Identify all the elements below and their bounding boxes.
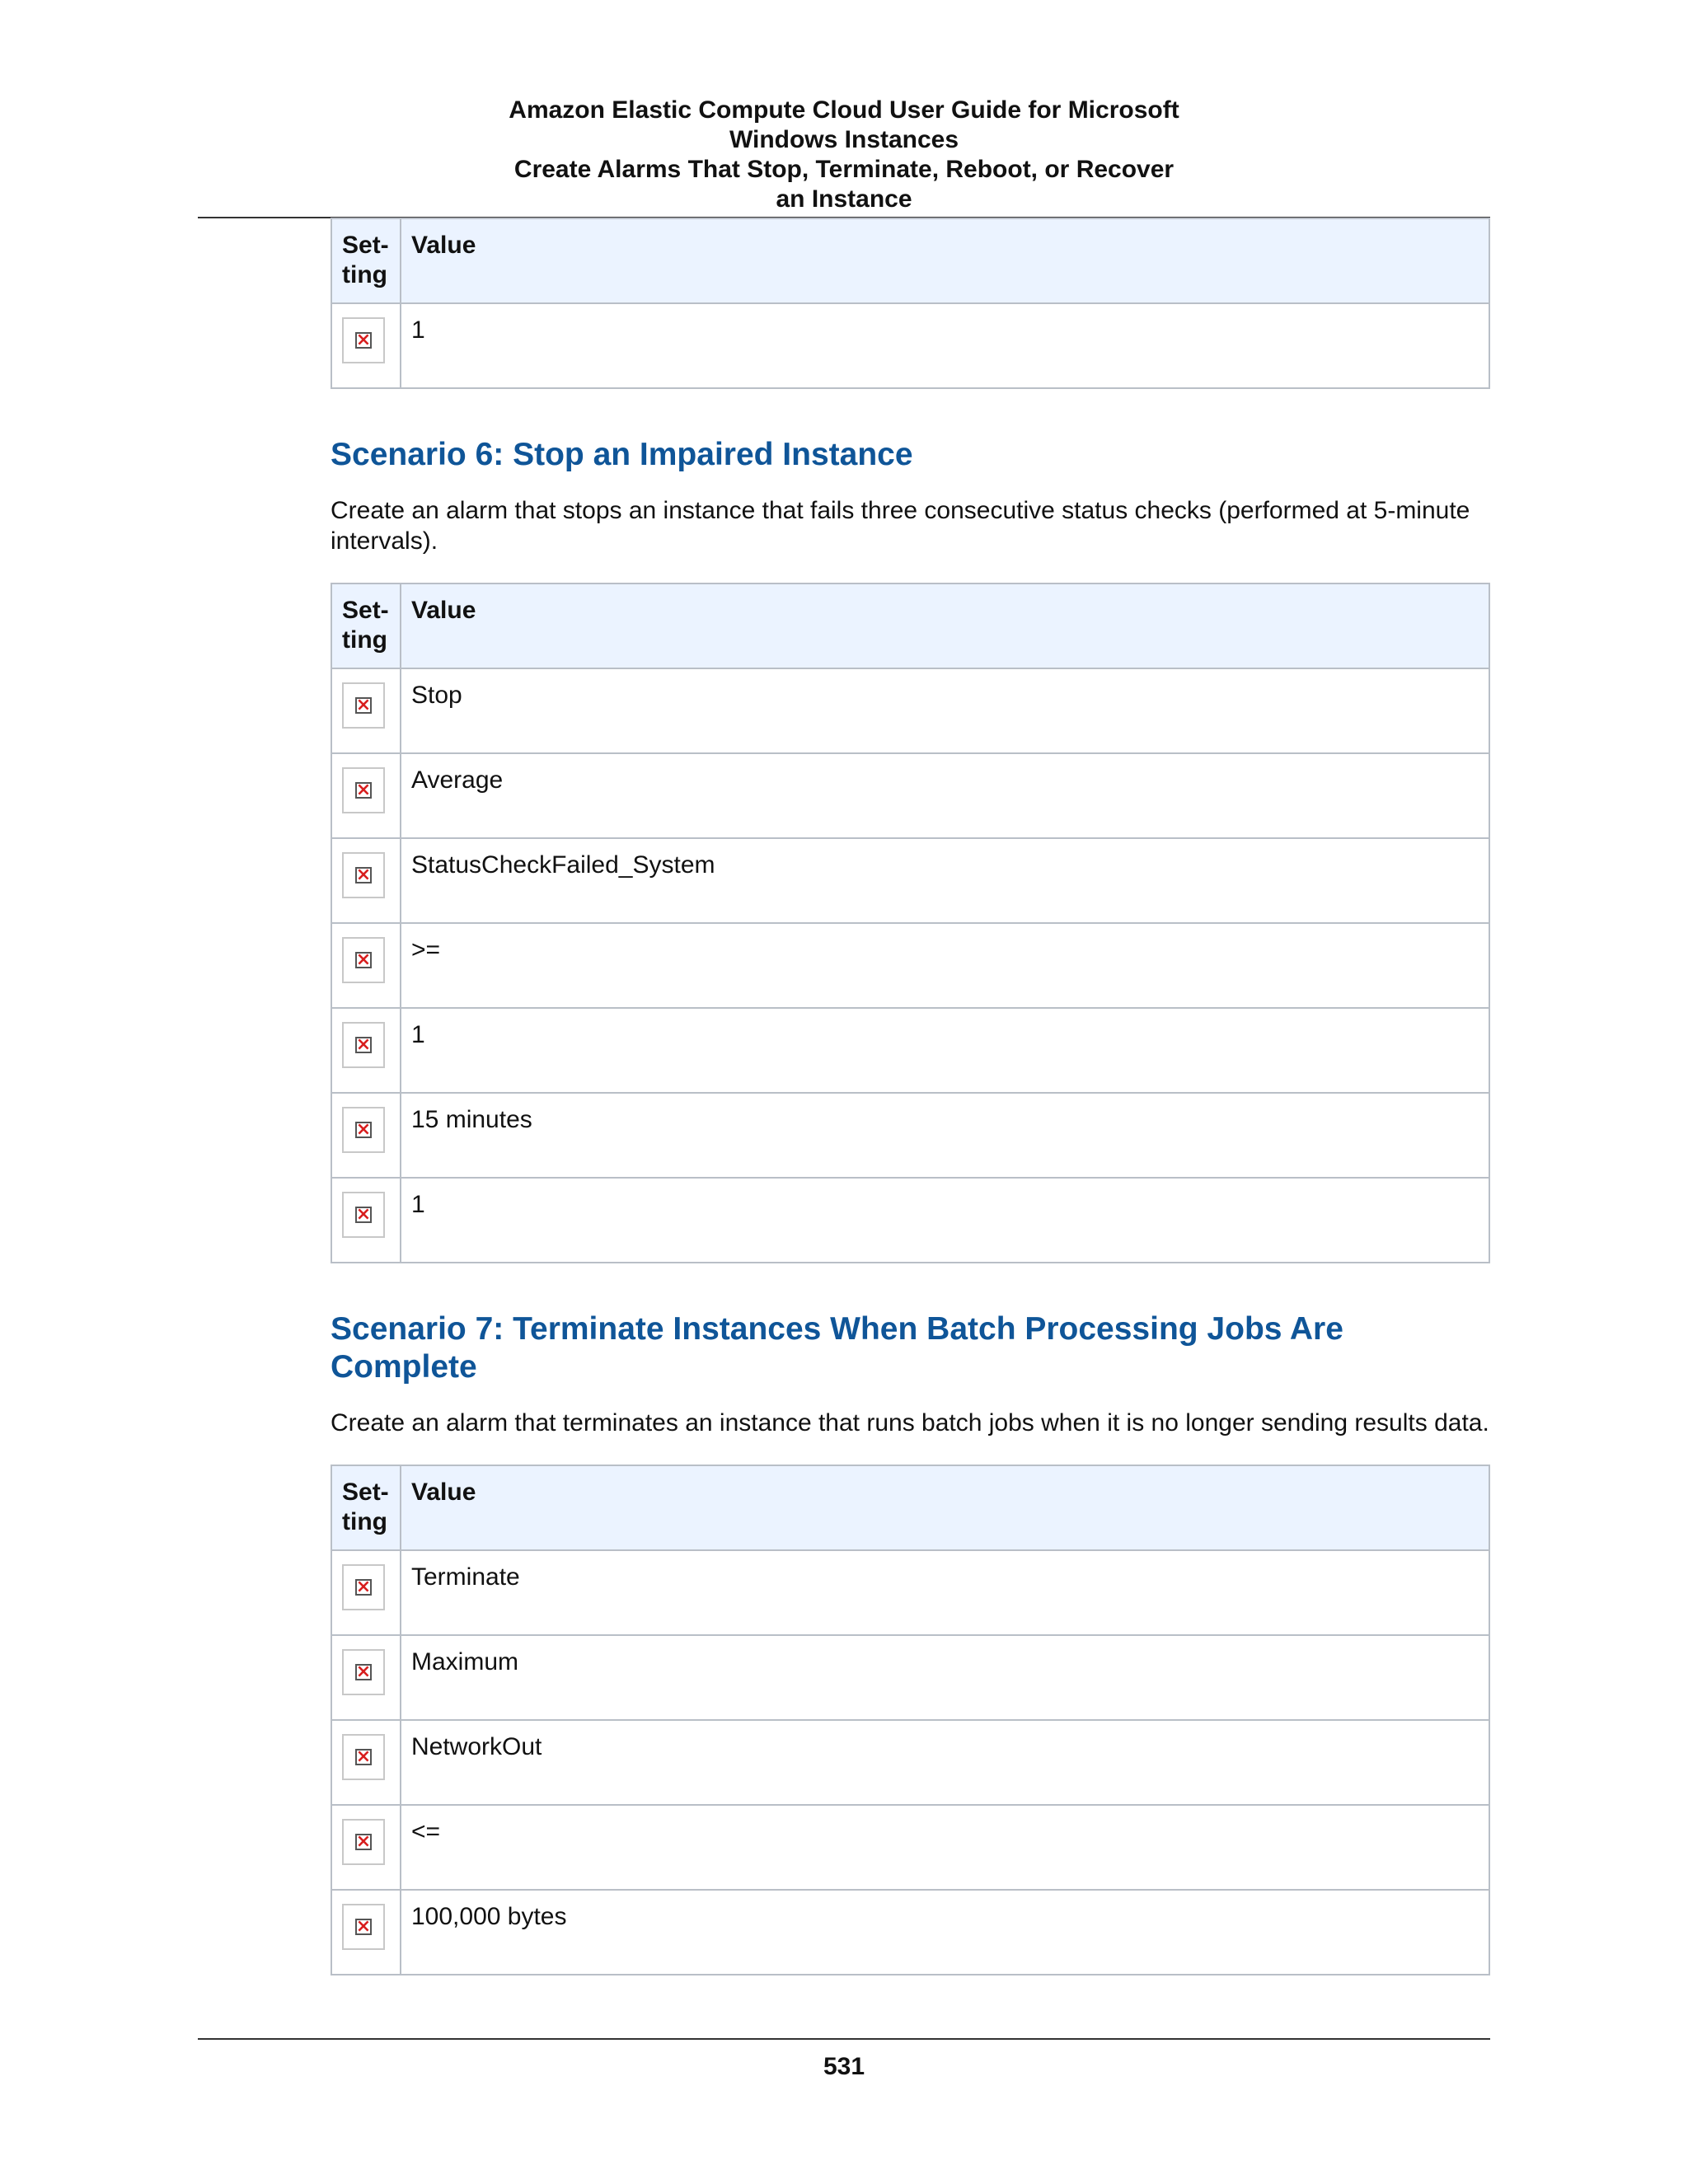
setting-cell xyxy=(331,1008,401,1093)
value-cell: 1 xyxy=(401,303,1489,388)
header-line: an Instance xyxy=(776,185,912,213)
setting-cell xyxy=(331,838,401,923)
broken-image-icon xyxy=(342,1649,385,1695)
broken-image-icon xyxy=(342,1904,385,1950)
table-row xyxy=(331,303,1489,388)
table-row xyxy=(331,1635,1489,1720)
table-row xyxy=(331,1550,1489,1635)
table-row xyxy=(331,838,1489,923)
page-number: 531 xyxy=(823,2053,865,2080)
value-cell: <= xyxy=(401,1805,1489,1890)
table-header-row xyxy=(331,1465,1489,1550)
broken-image-icon xyxy=(342,317,385,363)
column-header-value: Value xyxy=(401,1465,1489,1550)
table-row xyxy=(331,668,1489,753)
broken-image-icon xyxy=(342,1734,385,1780)
header-line: Windows Instances xyxy=(729,126,959,153)
broken-image-icon xyxy=(342,1564,385,1610)
broken-image-icon xyxy=(342,852,385,898)
column-header-setting: Set- ting xyxy=(331,583,401,668)
column-header-value: Value xyxy=(401,218,1489,303)
value-cell: Average xyxy=(401,753,1489,838)
value-cell: 1 xyxy=(401,1178,1489,1263)
broken-image-icon xyxy=(342,937,385,983)
column-header-setting: Set- ting xyxy=(331,1465,401,1550)
value-cell: Terminate xyxy=(401,1550,1489,1635)
value-cell: 100,000 bytes xyxy=(401,1890,1489,1975)
setting-cell xyxy=(331,753,401,838)
column-header-value: Value xyxy=(401,583,1489,668)
table-header-row xyxy=(331,583,1489,668)
setting-cell xyxy=(331,923,401,1008)
table-row xyxy=(331,1890,1489,1975)
table-row xyxy=(331,1720,1489,1805)
broken-image-icon xyxy=(342,1819,385,1865)
table-row xyxy=(331,753,1489,838)
table-row xyxy=(331,1008,1489,1093)
page-header xyxy=(0,96,1688,214)
setting-cell xyxy=(331,303,401,388)
value-cell: StatusCheckFailed_System xyxy=(401,838,1489,923)
section-description: Create an alarm that stops an instance that fails three consecutive status checks (performed at 5-minute intervals). xyxy=(331,497,1470,555)
broken-image-icon xyxy=(342,1192,385,1238)
column-header-setting: Set- ting xyxy=(331,218,401,303)
broken-image-icon xyxy=(342,1107,385,1153)
settings-table-scenario-7 xyxy=(331,1465,1490,1975)
value-cell: Stop xyxy=(401,668,1489,753)
value-cell: >= xyxy=(401,923,1489,1008)
broken-image-icon xyxy=(342,767,385,813)
setting-cell xyxy=(331,668,401,753)
section-heading-scenario-7: Scenario 7: Terminate Instances When Batch Processing Jobs Are Complete xyxy=(331,1311,1343,1385)
broken-image-icon xyxy=(342,1022,385,1068)
value-cell: NetworkOut xyxy=(401,1720,1489,1805)
header-line: Amazon Elastic Compute Cloud User Guide for Microsoft xyxy=(509,96,1179,124)
value-cell: 1 xyxy=(401,1008,1489,1093)
value-cell: Maximum xyxy=(401,1635,1489,1720)
setting-cell xyxy=(331,1635,401,1720)
setting-cell xyxy=(331,1805,401,1890)
section-heading-scenario-6: Scenario 6: Stop an Impaired Instance xyxy=(331,437,913,472)
footer-divider xyxy=(198,2038,1490,2040)
table-row xyxy=(331,1178,1489,1263)
table-row xyxy=(331,1093,1489,1178)
main-content xyxy=(331,218,1490,1975)
table-row xyxy=(331,923,1489,1008)
table-header-row xyxy=(331,218,1489,303)
setting-cell xyxy=(331,1093,401,1178)
value-cell: 15 minutes xyxy=(401,1093,1489,1178)
setting-cell xyxy=(331,1720,401,1805)
setting-cell xyxy=(331,1890,401,1975)
table-row xyxy=(331,1805,1489,1890)
settings-table-continued xyxy=(331,218,1490,389)
setting-cell xyxy=(331,1178,401,1263)
section-description: Create an alarm that terminates an instance that runs batch jobs when it is no longer sending results data. xyxy=(331,1409,1489,1436)
broken-image-icon xyxy=(342,682,385,729)
setting-cell xyxy=(331,1550,401,1635)
settings-table-scenario-6 xyxy=(331,583,1490,1263)
header-line: Create Alarms That Stop, Terminate, Reboot, or Recover xyxy=(513,156,1175,183)
